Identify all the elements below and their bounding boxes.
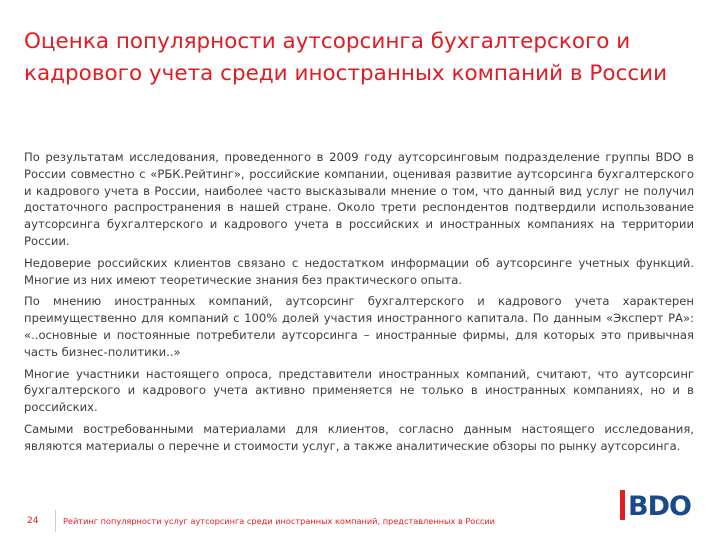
title-line-1: Оценка популярности аутсорсинга бухгалтерского и [24,29,631,54]
slide-title [24,26,704,90]
page-number: 24 [27,516,39,526]
title-line-2: кадрового учета среди иностранных компаний в России [24,61,668,86]
slide-body [24,149,694,460]
paragraph-1: По результатам исследования, проведенного в 2009 году аутсорсинговым подразделение группы BDO в России совместно с «РБК.Рейтинг», российские компании, оценивая развитие аутсорсинга бухгалтерского и кадрового учета в России, наиболее часто высказывали мнение о том, что данный вид услуг не получил достаточного распространения в нашей стране. Около трети респондентов подтвердили использование аутсорсинга бухгалтерского и кадрового учета в российских и иностранных компаниях на территории России. [24,150,694,248]
logo-text: BDO [628,491,691,522]
bdo-logo-mark [618,486,698,524]
slide-footer [0,508,720,532]
logo-red-bar [620,490,625,520]
footer-caption: Рейтинг популярности услуг аутсорсинга среди иностранных компаний, представленных в России [63,516,495,526]
paragraph-4: Многие участники настоящего опроса, представители иностранных компаний, считают, что аутсорсинг бухгалтерского и кадрового учета активно применяется не только в иностранных компаниях, но и в российских. [24,366,694,415]
paragraph-3: По мнению иностранных компаний, аутсорсинг бухгалтерского и кадрового учета характерен преимущественно для компаний с 100% долей участия иностранного капитала. По данным «Эксперт РА»: «..основные и постоянные потребители аутсорсинга – иностранные фирмы, для которых это привычная часть бизнес-политики..» [24,294,694,359]
paragraph-5: Самыми востребованными материалами для клиентов, согласно данным настоящего исследования, являются материалы о перечне и стоимости услуг, а также аналитические обзоры по рынку аутсорсинга. [24,421,694,453]
bdo-logo [618,486,698,524]
paragraph-2: Недоверие российских клиентов связано с недостатком информации об аутсорсинге учетных функций. Многие из них имеют теоретические знания без практического опыта. [24,255,694,287]
footer-divider [55,510,56,532]
